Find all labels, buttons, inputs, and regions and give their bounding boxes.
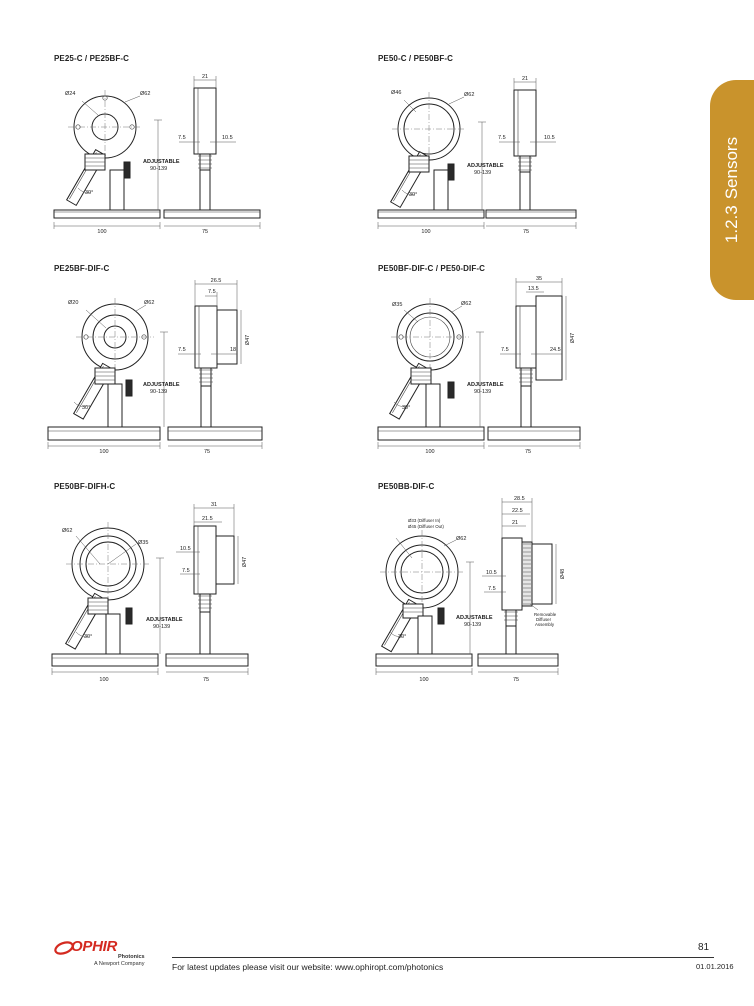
dim-inner2: 21: [512, 520, 519, 526]
dim-base-width: 100: [99, 449, 109, 455]
label-adjustable: ADJUSTABLE: [467, 382, 504, 388]
base-front: [54, 210, 160, 218]
label-adjustable: ADJUSTABLE: [146, 617, 183, 623]
dim-note-diffuser-out: Ø45 (Diffuser Out): [408, 524, 444, 529]
footer-divider: [172, 957, 714, 958]
base-front: [378, 210, 484, 218]
label-adjustable-range: 90-139: [150, 389, 168, 395]
footer-website-text: For latest updates please visit our website: www.ophiropt.com/photonics: [172, 962, 444, 972]
page-date: 01.01.2016: [696, 962, 734, 971]
post: [426, 384, 440, 429]
front-view: [376, 518, 493, 683]
base-side: [164, 210, 260, 218]
dim-left-offset: 7.5: [498, 135, 506, 141]
dim-inner2: 10.5: [180, 546, 191, 552]
dim-height: Ø47: [245, 334, 251, 346]
dim-angle: 30°: [85, 190, 94, 196]
drawing-title-5: PE50BF-DIFH-C: [54, 482, 116, 491]
dim-base-width: 100: [97, 229, 107, 235]
dim-inner: 7.5: [208, 289, 216, 295]
front-view: [52, 522, 183, 683]
section-tab-text: [722, 137, 742, 243]
sensor-side: [194, 526, 216, 594]
label-adjustable-range: 90-139: [474, 170, 492, 176]
base-front: [52, 654, 158, 666]
dim-width: 21: [201, 74, 209, 80]
drawing-title-1: PE25-C / PE25BF-C: [54, 54, 130, 63]
front-view: [378, 298, 504, 455]
label-adjustable-range: 90-139: [464, 622, 482, 628]
section-tab: [710, 80, 754, 300]
dim-angle: 30°: [402, 405, 411, 411]
front-view: [48, 298, 180, 455]
dim-angle: 30°: [84, 634, 93, 640]
drawing-pe25bf-dif: [40, 272, 270, 457]
dim-inner3: 10.5: [486, 570, 497, 576]
diffuser-side: [522, 542, 532, 606]
dim-body: Ø62: [464, 92, 475, 98]
label-adjustable-range: 90-139: [150, 166, 168, 172]
sensor-side: [195, 306, 217, 368]
dim-aperture: Ø20: [68, 300, 79, 306]
section-label: Sensors: [722, 136, 741, 200]
dim-note-diffuser-in: Ø33 (Diffuser In): [408, 518, 441, 523]
dim-base-width: 100: [421, 229, 431, 235]
dim-base-width: 100: [419, 677, 429, 683]
sensor-side: [502, 538, 522, 610]
dim-width: 35: [535, 276, 543, 282]
dim-base-depth: 75: [512, 677, 520, 683]
post: [106, 614, 120, 656]
side-view: [478, 496, 566, 683]
drawing-pe50bb-dif: [364, 492, 594, 688]
lock-knob: [448, 382, 454, 398]
label-removable-3: Assembly: [535, 622, 555, 627]
dim-left-offset: 7.5: [501, 347, 509, 353]
dim-right-offset: 10.5: [544, 135, 555, 141]
dim-inner: 13.5: [528, 286, 539, 292]
dim-height: Ø48: [560, 568, 566, 580]
dim-base-depth: 75: [203, 449, 211, 455]
dim-height: Ø47: [242, 556, 248, 568]
base-front: [48, 427, 160, 440]
dim-width: 31: [210, 502, 218, 508]
post: [418, 616, 432, 656]
drawing-title-6: PE50BB-DIF-C: [378, 482, 435, 491]
dim-width: 26.5: [210, 278, 222, 284]
lock-knob: [124, 162, 130, 178]
front-view: [378, 90, 504, 235]
base-side: [168, 427, 262, 440]
ophir-logo: [54, 938, 164, 972]
diffuser-side: [536, 296, 562, 380]
base-side: [486, 210, 576, 218]
dim-body: Ø62: [456, 536, 467, 542]
side-view: [168, 278, 262, 455]
label-adjustable: ADJUSTABLE: [143, 159, 180, 165]
dim-width: 28.5: [514, 496, 525, 502]
label-removable: Removable: [534, 612, 557, 617]
side-view: [488, 276, 580, 455]
dim-right-offset: 18: [230, 347, 237, 353]
dim-body: Ø62: [461, 301, 472, 307]
base-side: [166, 654, 248, 666]
drawing-title-4: PE50BF-DIF-C / PE50-DIF-C: [378, 264, 485, 273]
drawing-pe50bf-difh: [40, 492, 270, 688]
dim-left-offset: 7.5: [182, 568, 190, 574]
label-removable-2: Diffuser: [536, 617, 552, 622]
front-view: [54, 90, 180, 235]
label-adjustable: ADJUSTABLE: [143, 382, 180, 388]
dim-angle: 30°: [82, 405, 91, 411]
dim-left-offset: 7.5: [178, 347, 186, 353]
dim-base-depth: 75: [202, 677, 210, 683]
side-view: [166, 502, 248, 683]
base-side: [478, 654, 558, 666]
dim-inner: 22.5: [512, 508, 523, 514]
drawing-pe25: [40, 70, 270, 240]
diffuser-side: [217, 310, 237, 364]
dim-base-width: 100: [99, 677, 109, 683]
lock-knob: [126, 380, 132, 396]
dim-body: Ø62: [144, 300, 155, 306]
section-number: 1.2.3: [722, 205, 741, 244]
post: [434, 170, 448, 214]
dim-angle: 30°: [398, 634, 407, 640]
side-view: [486, 76, 576, 235]
post: [110, 170, 124, 214]
dim-aperture: Ø35: [392, 302, 403, 308]
base-front: [378, 427, 484, 440]
dim-width: 21: [521, 76, 529, 82]
drawing-title-2: PE50-C / PE50BF-C: [378, 54, 454, 63]
brand-sub: Photonics: [118, 954, 145, 960]
dim-base-width: 100: [425, 449, 435, 455]
dim-inner: 21.5: [202, 516, 213, 522]
dim-base-depth: 75: [201, 229, 209, 235]
dim-body: Ø62: [62, 528, 73, 534]
drawing-pe50bf-dif: [364, 272, 594, 457]
sensor-side: [516, 306, 536, 368]
label-adjustable-range: 90-139: [474, 389, 492, 395]
dim-angle: 30°: [409, 192, 418, 198]
drawing-title-3: PE25BF-DIF-C: [54, 264, 110, 273]
lock-knob: [448, 164, 454, 180]
brand-company: A Newport Company: [94, 961, 145, 967]
dim-left-offset: 7.5: [178, 135, 186, 141]
dim-aperture: Ø35: [138, 540, 149, 546]
label-adjustable: ADJUSTABLE: [467, 163, 504, 169]
diffuser-side: [216, 536, 234, 584]
drawing-pe50: [364, 70, 594, 240]
dim-base-depth: 75: [524, 449, 532, 455]
side-view: [164, 74, 260, 235]
dim-right-offset: 10.5: [222, 135, 233, 141]
sensor-side: [194, 88, 216, 154]
lock-knob: [126, 608, 132, 624]
label-adjustable-range: 90-139: [153, 624, 171, 630]
dim-height: Ø47: [570, 332, 576, 344]
base-side: [488, 427, 580, 440]
lock-knob: [438, 608, 444, 624]
dim-right-offset: 24.5: [550, 347, 561, 353]
dim-aperture: Ø24: [65, 91, 76, 97]
sensor-side: [514, 90, 536, 156]
dim-body: Ø62: [140, 91, 151, 97]
dim-left-offset: 7.5: [488, 586, 496, 592]
post: [108, 384, 122, 429]
dim-base-depth: 75: [522, 229, 530, 235]
label-adjustable: ADJUSTABLE: [456, 615, 493, 621]
base-front: [376, 654, 472, 666]
page-number: 81: [698, 942, 710, 953]
dim-aperture: Ø46: [391, 90, 402, 96]
brand-name: OPHIR: [71, 938, 118, 955]
